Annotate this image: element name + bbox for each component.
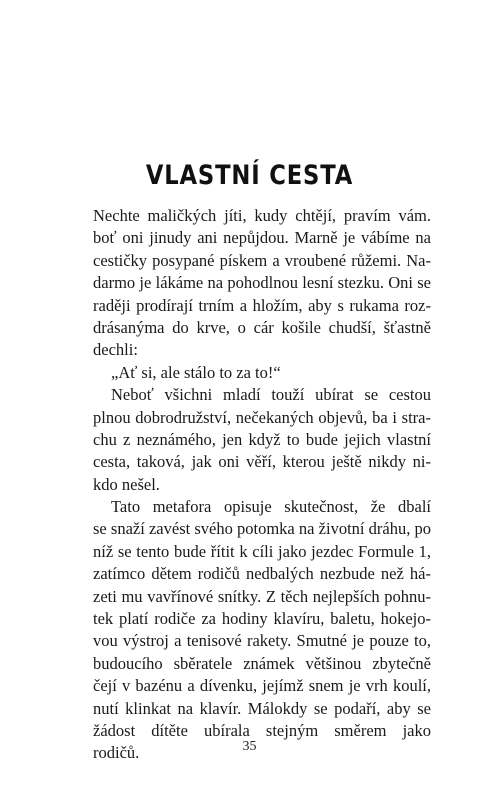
text-line: zeti mu vavřínové snítky. Z těch nejlepších pohnu- [93, 586, 431, 606]
text-line: nutí klinkat na klavír. Málokdy se podaří, aby se [93, 698, 431, 718]
text-line: níž se tento bude řítit k cíli jako jezdec Formule 1, [93, 541, 431, 561]
text-line: vou výstroj a tenisové rakety. Smutné je pouze to, [93, 631, 431, 651]
text-line: Neboť všichni mladí touží ubírat se cestou [111, 385, 431, 405]
text-line: kdo nešel. [93, 474, 160, 494]
text-line: zatímco dětem rodičů nedbalých nezbude než há- [93, 564, 431, 584]
text-line: žádost dítěte ubírala stejným směrem jako [93, 720, 431, 740]
text-line: Nechte maličkých jíti, kudy chtějí, pravím vám. [93, 206, 431, 225]
text-line: boť oni jinudy ani nepůjdou. Marně je vábíme na [93, 228, 431, 248]
text-line: budoucího sběratele známek většinou zbytečně [93, 653, 431, 673]
text-line: cestičky posypané pískem a vroubené růžemi. Na- [93, 250, 431, 270]
text-line: Tato metafora opisuje skutečnost, že dbalí [111, 497, 431, 517]
chapter-title: VLASTNÍ CESTA [145, 160, 354, 191]
text-line: darmo je lákáme na pohodlnou lesní stezku. Oni se [93, 273, 431, 293]
paragraph-4 [93, 496, 431, 765]
text-line: se snaží zavést svého potomka na životní dráhu, po [93, 519, 431, 539]
text-line: drásanýma do krve, o cár košile chudší, šťastně [93, 317, 431, 337]
paragraph-2 [93, 362, 431, 384]
text-line: dechli: [93, 340, 138, 360]
text-line: rodičů. [93, 743, 140, 763]
text-line: cesta, taková, jak oni věří, kterou ještě nikdy ni- [93, 452, 431, 472]
text-line: tek platí rodiče za hodiny klavíru, baletu, hokejo- [93, 609, 431, 629]
text-line: raději prodírají trním a hložím, aby s rukama roz- [93, 295, 431, 315]
paragraph-1 [93, 205, 431, 362]
paragraph-3 [93, 384, 431, 496]
page-number: 35 [242, 739, 257, 754]
text-line: čejí v bazénu a dívenku, jejímž snem je vrh koulí, [93, 676, 431, 696]
text-line: chu z neznámého, jen když to bude jejich vlastní [93, 429, 431, 449]
text-line: plnou dobrodružství, nečekaných objevů, ba i stra- [93, 407, 431, 427]
chapter-body [93, 205, 431, 765]
text-line: „Ať si, ale stálo to za to!“ [111, 362, 281, 382]
